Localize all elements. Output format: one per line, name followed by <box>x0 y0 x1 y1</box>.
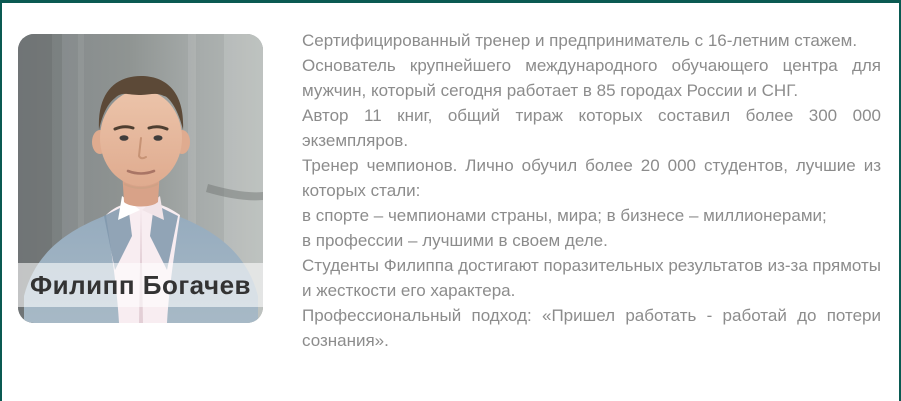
bio-paragraph: в профессии – лучшими в своем деле. <box>302 231 608 250</box>
trainer-portrait-photo <box>18 34 263 323</box>
bio-paragraph: Профессиональный подход: «Пришел работать - работай до потери сознания». <box>302 306 881 350</box>
bio-paragraph: Основатель крупнейшего международного обучающего центра для мужчин, который сегодня работает в 85 городах России и СНГ. <box>302 56 881 100</box>
bio-paragraph: Сертифицированный тренер и предприниматель с 16-летним стажем. <box>302 31 858 50</box>
bio-paragraph: в спорте – чемпионами страны, мира; в бизнесе – миллионерами; <box>302 206 827 225</box>
name-band <box>18 263 263 307</box>
bio-paragraph: Студенты Филиппа достигают поразительных результатов из-за прямоты и жесткости его характера. <box>302 256 881 300</box>
bio-paragraph: Автор 11 книг, общий тираж которых составил более 300 000 экземпляров. <box>302 106 881 150</box>
trainer-name: Филипп Богачев <box>29 269 252 300</box>
trainer-bio-text <box>302 28 881 353</box>
bio-paragraph: Тренер чемпионов. Лично обучил более 20 000 студентов, лучшие из которых стали: <box>302 156 881 200</box>
